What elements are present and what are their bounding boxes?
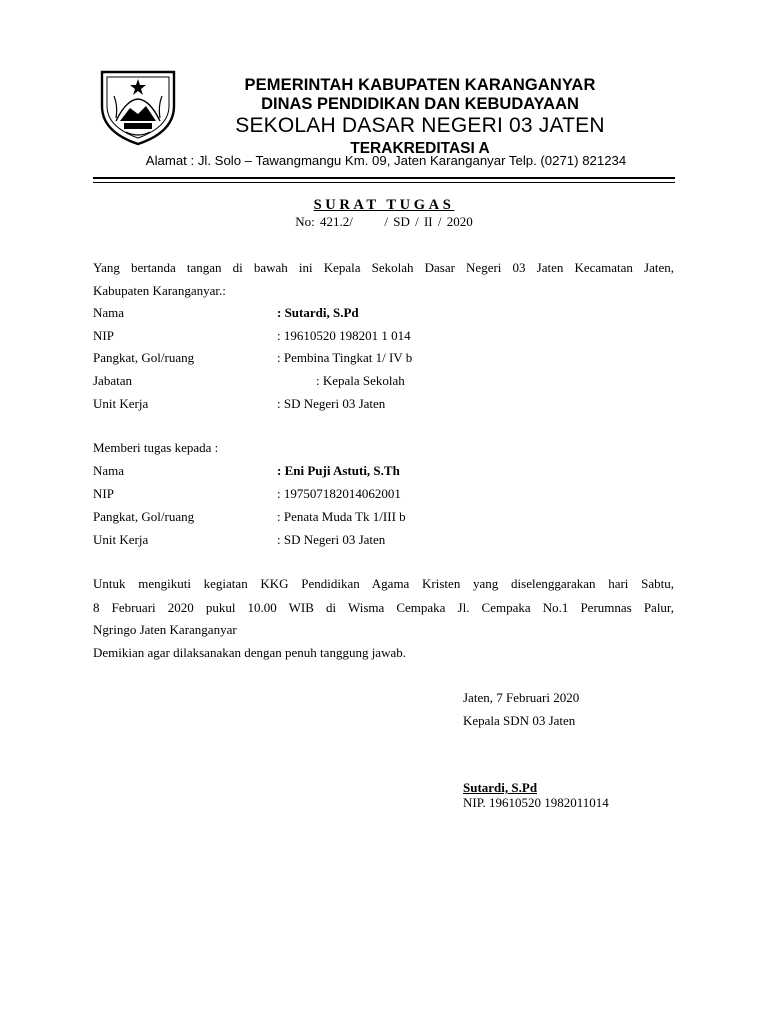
assign-heading: Memberi tugas kepada : [93,440,219,455]
letter-heading: SURAT TUGAS [313,197,455,213]
signer-value: : Sutardi, S.Pd [277,305,359,320]
signer-value: : Kepala Sekolah [277,373,405,388]
place-date: Jaten, 7 Februari 2020 [463,690,580,705]
school-address: Alamat : Jl. Solo – Tawangmangu Km. 09, Jaten Karanganyar Telp. (0271) 821234 [145,153,627,168]
purpose-line-2: 8 Februari 2020 pukul 10.00 WIB di Wisma Cempaka Jl. Cempaka No.1 Perumnas Palur, [93,600,674,615]
government-name: PEMERINTAH KABUPATEN KARANGANYAR [244,76,596,94]
intro-line-2: Kabupaten Karanganyar.: [93,283,226,298]
signer-nip: NIP. 19610520 1982011014 [463,795,609,810]
assignee-label: Pangkat, Gol/ruang [93,509,195,524]
signer-label: Jabatan [93,373,132,388]
school-name: SEKOLAH DASAR NEGERI 03 JATEN [235,114,605,137]
closing-sentence: Demikian agar dilaksanakan dengan penuh tanggung jawab. [93,645,406,660]
signer-value: : Pembina Tingkat 1/ IV b [277,350,413,365]
assignee-label: NIP [93,486,114,501]
letterhead-rule-thin [93,182,675,183]
letterhead [180,76,660,159]
assignee-value: : Eni Puji Astuti, S.Th [277,463,400,478]
letter-number-suffix: / SD / II / 2020 [384,214,473,229]
signer-label: Pangkat, Gol/ruang [93,350,195,365]
letter-number-prefix: No: 421.2/ [295,214,353,229]
signer-label: NIP [93,328,114,343]
signer-name: Sutardi, S.Pd [463,780,538,795]
assignee-value: : SD Negeri 03 Jaten [277,532,386,547]
letterhead-rule-thick [93,177,675,179]
purpose-line-3: Ngringo Jaten Karanganyar [93,622,237,637]
letter-number [0,214,768,230]
signer-value: : 19610520 198201 1 014 [277,328,411,343]
karanganyar-regency-crest-icon [96,66,180,146]
agency-name: DINAS PENDIDIKAN DAN KEBUDAYAAN [261,95,579,113]
accreditation: TERAKREDITASI A [350,140,490,157]
assignee-label: Nama [93,463,125,478]
purpose-line-1: Untuk mengikuti kegiatan KKG Pendidikan Agama Kristen yang diselenggarakan hari Sabtu, [93,576,674,591]
intro-line-1: Yang bertanda tangan di bawah ini Kepala Sekolah Dasar Negeri 03 Jaten Kecamatan Jaten, [93,260,674,275]
letter-title [0,196,768,230]
assignee-value: : Penata Muda Tk 1/III b [277,509,406,524]
assignee-label: Unit Kerja [93,532,149,547]
signer-value: : SD Negeri 03 Jaten [277,396,386,411]
signer-label: Nama [93,305,125,320]
signer-label: Unit Kerja [93,396,149,411]
assignee-value: : 197507182014062001 [277,486,401,501]
signer-position: Kepala SDN 03 Jaten [463,713,576,728]
